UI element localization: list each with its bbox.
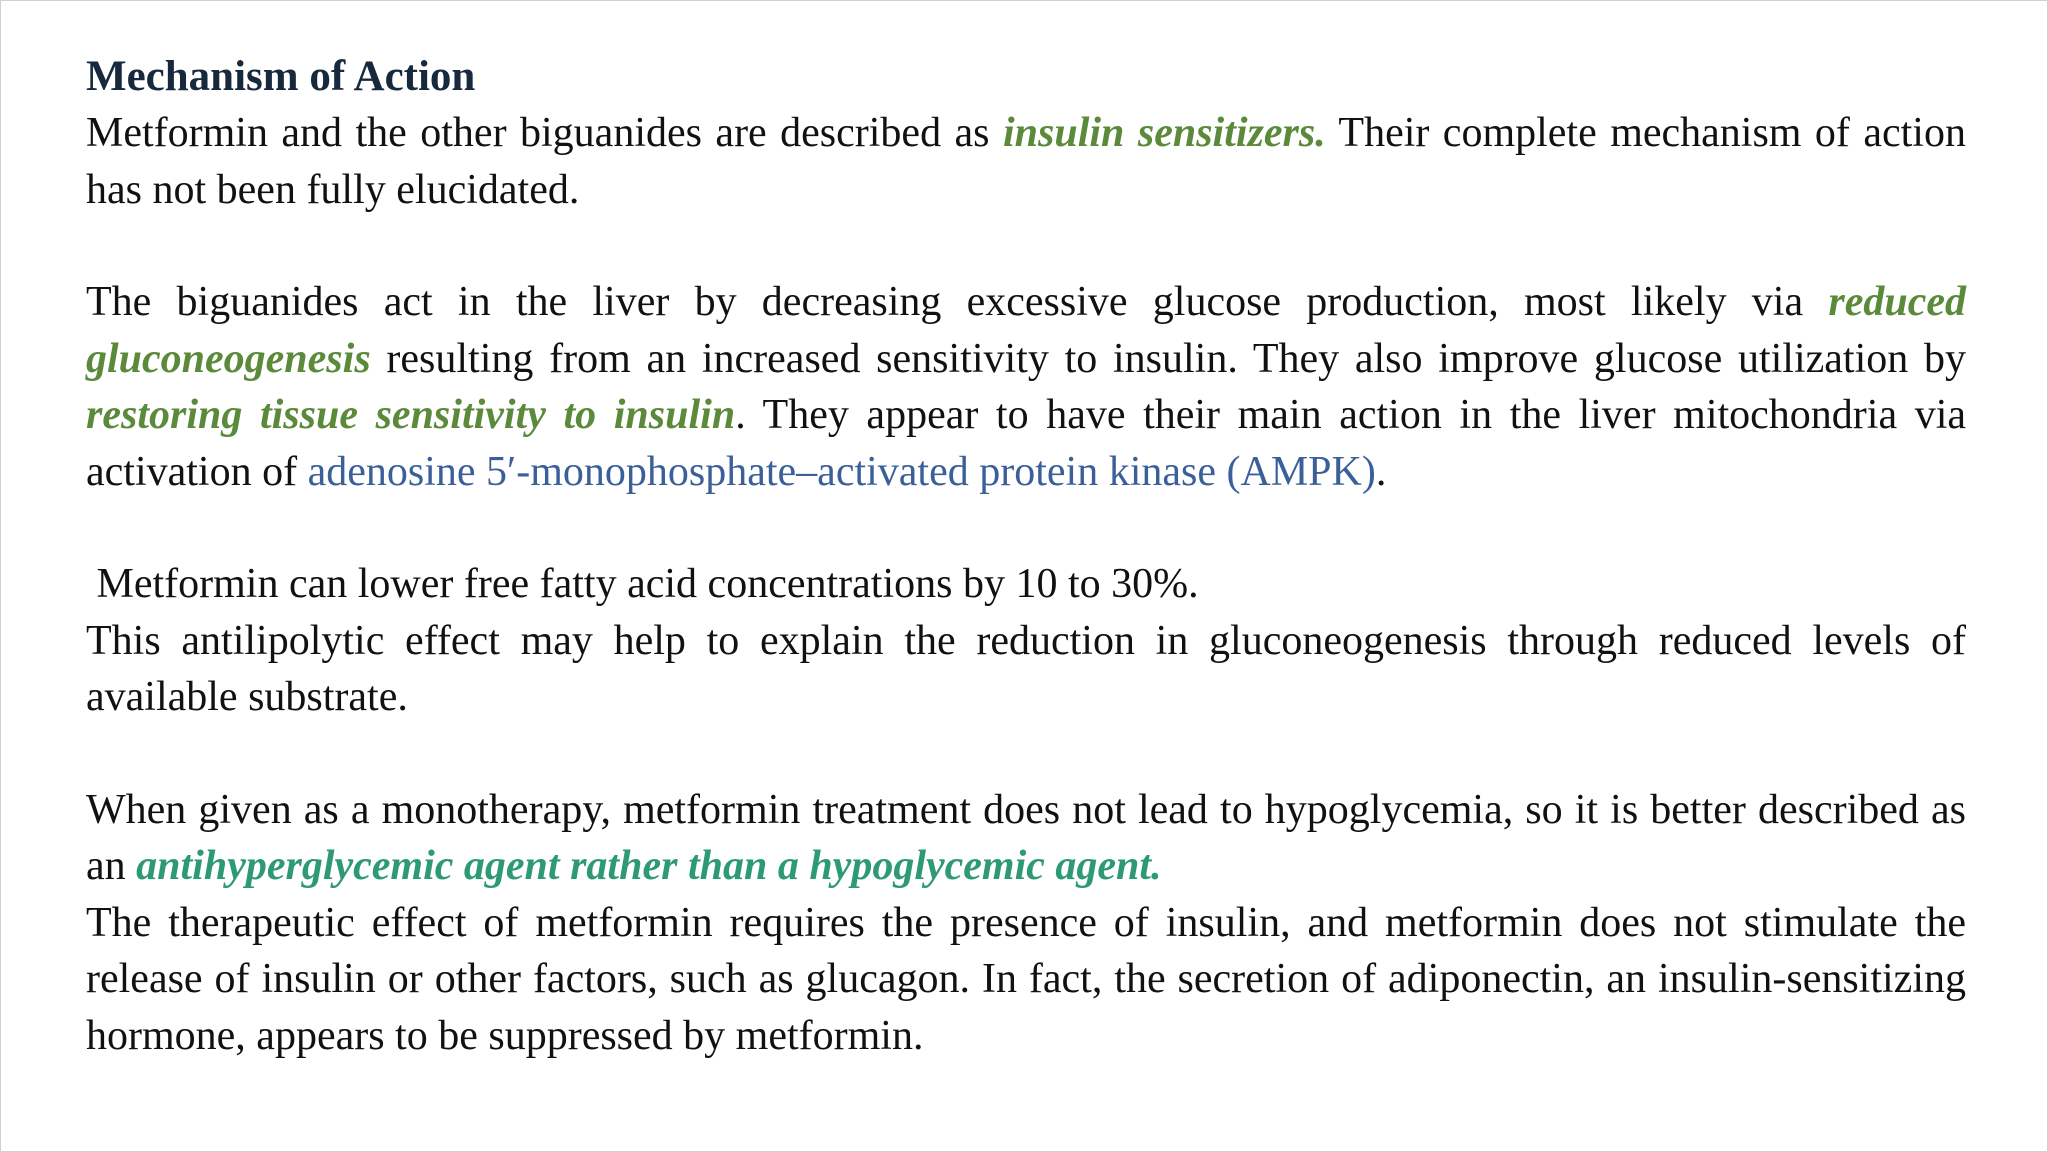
p4-text-1: When given as a monotherapy, metformin treatment does not lead to hypoglycemia, so it is better described as an <box>86 786 1966 889</box>
p1-text-1: Metformin and the other biguanides are described as <box>86 110 1003 156</box>
highlight-antihyperglycemic-agent: antihyperglycemic agent rather than a hypoglycemic agent. <box>136 843 1162 889</box>
highlight-insulin-sensitizers: insulin sensitizers. <box>1002 110 1326 156</box>
paragraph-spacer <box>86 500 1966 556</box>
paragraph-spacer <box>86 218 1966 274</box>
slide-content <box>86 49 1966 1064</box>
paragraph-fatty-acid-line: Metformin can lower free fatty acid concentrations by 10 to 30%. <box>86 561 1199 607</box>
paragraph-liver-action <box>86 274 1966 500</box>
highlight-reduced-gluconeogenesis: reduced gluconeogenesis <box>86 279 1966 382</box>
p2-text-4: . <box>1375 448 1387 495</box>
paragraph-monotherapy <box>86 782 1966 895</box>
slide-title: Mechanism of Action <box>86 53 476 100</box>
paragraph-spacer <box>86 726 1966 782</box>
paragraph-antilipolytic-effect: This antilipolytic effect may help to explain the reduction in gluconeogenesis through reduced levels of available substrate. <box>86 617 1966 720</box>
p1-text-2: Their complete mechanism of action has not been fully elucidated. <box>86 110 1966 213</box>
p2-text-2: resulting from an increased sensitivity to insulin. They also improve glucose utilization by <box>370 335 1966 382</box>
paragraph-therapeutic-effect: The therapeutic effect of metformin requires the presence of insulin, and metformin does not stimulate the release of insulin or other factors, such as glucagon. In fact, the secretion of adiponectin, an insulin-sensitizing hormone, appears to be suppressed by metformin. <box>86 899 1966 1059</box>
highlight-restoring-tissue-sensitivity: restoring tissue sensitivity to insulin <box>86 392 736 438</box>
highlight-ampk: adenosine 5′-monophosphate–activated protein kinase (AMPK) <box>307 448 1376 495</box>
p2-text-3: . They appear to have their main action in the liver mitochondria via activation of <box>86 392 1967 495</box>
paragraph-insulin-sensitizers <box>86 105 1966 218</box>
p2-text-1: The biguanides act in the liver by decreasing excessive glucose production, most likely via <box>86 279 1829 325</box>
